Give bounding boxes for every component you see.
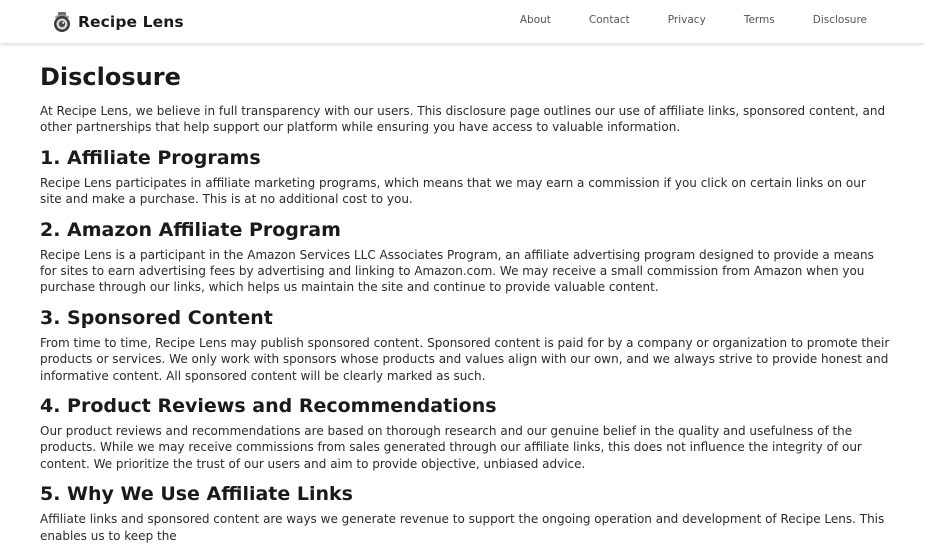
section-heading: 2. Amazon Affiliate Program — [40, 218, 341, 241]
brand-home-link[interactable] — [52, 10, 184, 34]
section-body: From time to time, Recipe Lens may publish sponsored content. Sponsored content is paid for by a company or organization to promote their products or services. We only work with sponsors whose products and values align with our own, and we always strive to provide honest and informative content. All sponsored content will be clearly marked as such. — [40, 335, 890, 383]
top-nav — [482, 14, 867, 26]
section-body: Our product reviews and recommendations are based on thorough research and our genuine belief in the quality and usefulness of the products. While we may receive commissions from sales generated through our affiliate links, this does not influence the integrity of our content. We prioritize the trust of our users and aim to provide objective, unbiased advice. — [40, 424, 862, 471]
section-heading: 5. Why We Use Affiliate Links — [40, 483, 353, 506]
main-content — [40, 62, 890, 544]
nav-link-contact[interactable]: Contact — [588, 14, 630, 26]
section-body: Affiliate links and sponsored content are ways we generate revenue to support the ongoing operation and development of Recipe Lens. This enables us to keep the — [40, 512, 885, 543]
section-body: Recipe Lens is a participant in the Amazon Services LLC Associates Program, an affiliate advertising program designed to provide a means for sites to earn advertising fees by advertising and linking to Amazon.com. We may receive a small commission from Amazon when you purchase through our links, which helps us maintain the site and continue to provide valuable content. — [40, 247, 874, 295]
section-heading: 4. Product Reviews and Recommendations — [40, 395, 497, 418]
nav-link-about[interactable]: About — [519, 14, 551, 26]
nav-link-terms[interactable]: Terms — [743, 14, 775, 26]
brand-name: Recipe Lens — [78, 13, 184, 31]
section-heading: 3. Sponsored Content — [40, 306, 273, 329]
camera-lens-logo-icon — [52, 11, 72, 33]
section-body: Recipe Lens participates in affiliate marketing programs, which means that we may earn a commission if you click on certain links on our site and make a purchase. This is at no additional cost to you. — [40, 175, 866, 207]
intro-paragraph: At Recipe Lens, we believe in full transparency with our users. This disclosure page outlines our use of affiliate links, sponsored content, and other partnerships that help support our platform while ensuring you have access to valuable information. — [40, 104, 886, 135]
nav-link-disclosure[interactable]: Disclosure — [812, 14, 867, 26]
nav-link-privacy[interactable]: Privacy — [667, 14, 706, 26]
page-title: Disclosure — [40, 63, 181, 91]
site-header — [0, 0, 925, 43]
section-heading: 1. Affiliate Programs — [40, 146, 261, 169]
